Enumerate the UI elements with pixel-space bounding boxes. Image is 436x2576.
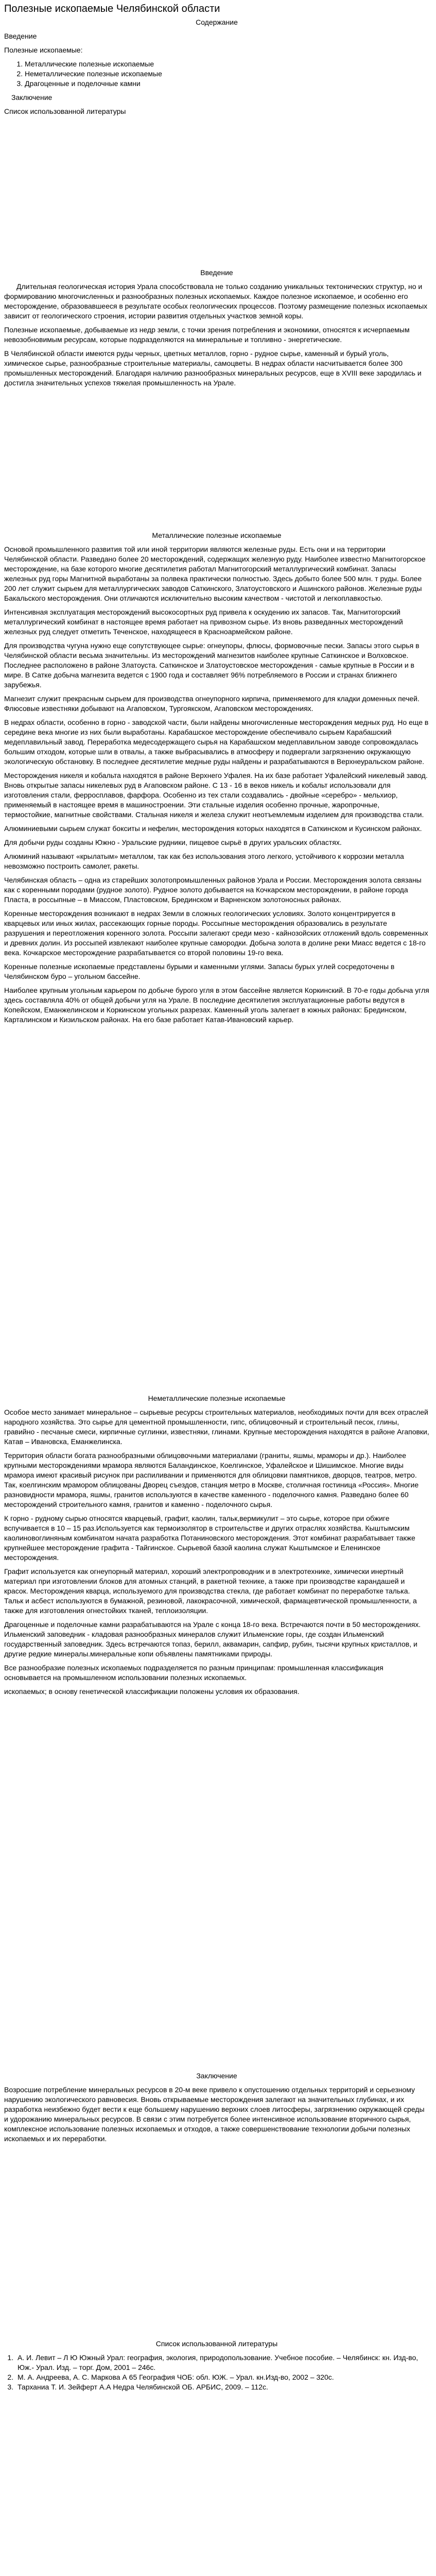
metallic-paragraph: Челябинская область – одна из старейших золотопромышленных районов Урала и России. Месторождения золота связаны как с коренными породами (рудное золото). Рудное золото добывается на Кочкарском месторождении, в районе города Пласта, в россыпные – в Миассом, Пластовском, Брединском и Варненском золотоносных районах. [4, 876, 422, 904]
nonmetallic-paragraph: Особое место занимает минеральное – сырьевые ресурсы строительных материалов, необходимых почти для всех отраслей народного хозяйства. Это сырье для цементной промышленности, гипс, облицовочный и строительный песок, глины, гравийно - песчаные смеси, кирпичные суглинки, известняки, глинами. Крупные месторождения находятся в районе Агаповки, Катав – Ивановска, Еманжелинска. [4, 1408, 429, 1446]
nonmetallic-paragraph: Все разнообразие полезных ископаемых подразделяется по разным принципам: промышленная классификация основывается на промышленном использовании полезных ископаемых. [4, 1664, 383, 1682]
nonmetallic-paragraph: Драгоценные и поделочные камни разрабатываются на Урале с конца 18-го века. Встречаются почти в 50 месторождениях. Ильменский заповедник - кладовая разнообразных минералов служит Ильменские горы, где создан Ильменский государственный заповедник. Здесь встречаются топаз, берилл, аквамарин, сапфир, рубин, тысячи крупных кристаллов, и другие редкие минералы.минеральные копи объявлены памятниками природы. [4, 1620, 421, 1658]
metallic-paragraph: Коренные полезные ископаемые представлены бурыми и каменными углями. Запасы бурых углей сосредоточены в Челябинском буро – угольном бассейне. [4, 962, 395, 980]
toc-intro: Введение [4, 32, 37, 40]
nonmetallic-heading: Неметаллические полезные ископаемые [148, 1394, 286, 1402]
metallic-paragraph: Для добычи руды созданы Южно - Уральские рудники, пищевое сырьё в других уральских областях. [4, 838, 342, 846]
toc-item: 2. Неметаллические полезные ископаемые [25, 69, 429, 79]
toc-heading: Содержание [196, 18, 238, 26]
nonmetallic-paragraph: Графит используется как огнеупорный материал, хороший электропроводник и в электротехнике, химически инертный материал при изготовлении блоков для атомных станций, в ракетной технике, а также при производстве карандашей и красок. Месторождения кварца, используемого для производства стекла, где работает комбинат по переработке талька. Тальк и асбест используются в бумажной, резиновой, лакокрасочной, химической, фармацевтической промышленности, а также для изготовления огнестойких тканей, теплоизоляции. [4, 1567, 417, 1615]
document-title: Полезные ископаемые Челябинской области [4, 3, 220, 14]
metallic-paragraph: Для производства чугуна нужно еще сопутствующее сырье: огнеупоры, флюсы, формовочные пески. Запасы этого сырья в Челябинской области весьма значительны. Из месторождений магнезитов наиболее крупные Саткинское и Волховское. Последнее расположено в районе Златоуста. Саткинское и Златоустовское месторождения - самые крупные в России и в мире. В Сатке добыча магнезита ведется с 1900 года и составляет 96% потребляемого в России и странах ближнего зарубежья. [4, 641, 420, 689]
metallic-section [4, 531, 429, 1025]
intro-paragraph: В Челябинской области имеются руды черных, цветных металлов, горно - рудное сырье, каменный и бурый уголь, химическое сырье, разнообразные строительные материалы, самоцветы. В недрах области насчитывается более 300 промышленных месторождений. Благодаря наличию разнообразных минеральных ресурсов, еще в XVIII веке зародилась и достигла значительных успехов тяжелая промышленность на Урале. [4, 349, 422, 387]
toc-bibliography: Список использованной литературы [4, 107, 126, 115]
bibliography-heading: Список использованной литературы [155, 2340, 278, 2348]
intro-heading: Введение [200, 268, 233, 277]
metallic-paragraph: Наиболее крупным угольным карьером по добыче бурого угля в этом бассейне является Коркинский. В 70-е годы добыча угля здесь составляла 40% от общей добычи угля на Урале. В последние десятилетия эксплуатационные работы ведутся в Копейском, Еманжелинском и Коркинском угольных разрезах. Каменный уголь залегает в южных районах: Брединском, Карталинском и Кизильском районах. На его базе работает Катав-Ивановский карьер. [4, 986, 429, 1024]
metallic-paragraph: Интенсивная эксплуатация месторождений высокосортных руд привела к оскудению их запасов. Так, Магнитогорский металлургический комбинат в настоящее время работает на привозном сырье. Из вновь разведанных месторождений железных руд следует отметить Теченское, находящееся в Красноармейском районе. [4, 608, 403, 636]
bibliography-section [4, 2339, 429, 2392]
nonmetallic-paragraph: Территория области богата разнообразными облицовочными материалами (граниты, яшмы, мраморы и др.). Наиболее крупными месторождениями мрамора являются Баландинское, Коелгинское, Уфалейское и Шишимское. Многие виды мрамора имеют красивый рисунок при распиливании и применяются для облицовки памятников, дворцов, театров, метро. Так, коелгинским мрамором облицованы Дворец съездов, станция метро в Москве, столичная гостиница «Россия». Многие разновидности мрамора, яшмы, гранитов используются в качестве каменного - поделочного камня. Разведано более 60 месторождений строительного камня, гранитов и каменно - поделочного сырья. [4, 1451, 419, 1509]
intro-paragraph: Длительная геологическая история Урала способствовала не только созданию уникальных тектонических структур, но и формированию многочисленных и разнообразных полезных ископаемых. Каждое полезное ископаемое, и особенно его месторождение, образовавшееся в результате особых геологических процессов. Поэтому размещение полезных ископаемых зависит от геологического строения, истории развития отдельных участков земной коры. [4, 282, 428, 320]
bibliography-item: 2. М. А. Андреева, А. С. Маркова А 65 География ЧОБ: обл. ЮЖ. – Урал. кн.Изд-во, 2002 – 320с. [15, 2372, 429, 2382]
bibliography-list [4, 2353, 429, 2392]
bibliography-item: 3. Тарханиа Т. И. Зейферт А.А Недра Челябинской ОБ. АРБИС, 2009. – 112с. [15, 2382, 429, 2392]
metallic-paragraph: В недрах области, особенно в горно - заводской части, были найдены многочисленные месторождения медных руд. Но еще в середине века многие из них были выработаны. Карабашское месторождение обеспечивало сырьем Карабашский медеплавильный завод. Переработка медесодержащего сырья на Карабашском медеплавильном заводе сопровождалась большим отходом, которые шли в отвалы, а также выбрасывались в атмосферу и подвергали загрязнению окружающую экологическую обстановку. В последнее десятилетие медные руды найдены и разрабатываются в Верхнеуральском районе. [4, 718, 429, 766]
intro-paragraph: Полезные ископаемые, добываемые из недр земли, с точки зрения потребления и экономики, относятся к исчерпаемым невозобновимым ресурсам, которые подразделяются на минеральные и топливно - энергетические. [4, 326, 410, 344]
metallic-heading: Металлические полезные ископаемые [152, 531, 282, 539]
nonmetallic-section [4, 1394, 429, 1697]
metallic-paragraph: Коренные месторождения возникают в недрах Земли в сложных геологических условиях. Золото концентрируется в кварцевых или иных жилах, рассекающих горные породы. Россыпные месторождения образовались в результате разрушения и переотложения коренного золота. Россыпи залегают среди мезо - кайнозойских отложений вдоль современных и древних долин. Из россыпей извлекают наиболее крупные самородки. Добыча золота в долине реки Миасс ведется с 18-го века. Кочкарское месторождение разрабатывается со второй половины 19-го века. [4, 909, 428, 957]
toc-conclusion: Заключение [11, 93, 53, 101]
conclusion-paragraph: Возросшие потребление минеральных ресурсов в 20-м веке привело к опустошению отдельных территорий и серьезному нарушению экологического равновесия. Вновь открываемые месторождения залегают на значительных глубинах, и их разработка неизбежно будет вести к еще большему нарушению верхних слоев литосферы, загрязнению окружающей среды и удорожанию минеральных ресурсов. В связи с этим потребуется более интенсивное использование вторичного сырья, комплексное использование полезных ископаемых и отходов, а также совершенствование технологии добычи полезных ископаемых и их переработки. [4, 2086, 425, 2143]
metallic-paragraph: Магнезит служит прекрасным сырьем для производства огнеупорного кирпича, применяемого для кладки доменных печей. Флюсовые известняки добывают на Агаповском, Тургоякском, Агаповском месторождениях. [4, 694, 420, 713]
conclusion-heading: Заключение [196, 2072, 237, 2080]
metallic-paragraph: Алюминий называют «крылатым» металлом, так как без использования этого легкого, устойчивого к коррозии металла невозможно построить самолет, ракеты. [4, 852, 404, 870]
toc-item: 1. Металлические полезные ископаемые [25, 59, 429, 69]
intro-section [4, 268, 429, 388]
metallic-paragraph: Месторождения никеля и кобальта находятся в районе Верхнего Уфалея. На их базе работает Уфалейский никелевый завод. Вновь открытые запасы никелевых руд в Агаповском районе. С 13 - 16 в веков никель и кобальт использовали для изготовления стали, ферросплавов, фарфора. Особенно из тех стали создавались - двойные «серебро» - мельхиор, применяемый в настоящее время в машиностроении. Эти стальные изделия особенно прочные, жаропрочные, термостойкие, магнитные свойствами. Стальная никеля и железа служит неотъемлемым изделием для производства стали. [4, 771, 428, 819]
conclusion-section [4, 2071, 429, 2144]
metallic-paragraph: Алюминиевыми сырьем служат бокситы и нефелин, месторождения которых находятся в Саткинском и Кусинском районах. [4, 824, 422, 833]
table-of-contents [4, 18, 429, 116]
toc-part-label: Полезные ископаемые: [4, 46, 83, 54]
bibliography-item: 1. А. И. Левит – Л Ю Южный Урал: география, экология, природопользование. Учебное пособие. – Челябинск: кн. Изд-во, Юж.- Урал. Изд. – торг. Дом, 2001 – 246с. [15, 2353, 429, 2372]
nonmetallic-paragraph: К горно - рудному сырью относятся кварцевый, графит, каолин, тальк,вермикулит – это сырье, которое при обжиге вспучивается в 10 – 15 раз.Используется как термоизолятор в строительстве и других отраслях хозяйства. Кыштымским каолиновоглиняным комбинатом начата разработка Потаниновского месторождения. Этот комбинат разрабатывает также крупнейшее месторождение графита - Тайгинское. Сырьевой базой каолина служат Кыштымское и Еленинское месторождения. [4, 1514, 415, 1562]
metallic-paragraph: Основой промышленного развития той или иной территории являются железные руды. Есть они и на территории Челябинской области. Разведано более 20 месторождений, содержащих железную руду. Наиболее известно Магнитогорское месторождение, на базе которого многие десятилетия работал Магнитогорский металлургический комбинат. Запасы железных руд горы Магнитной выработаны за полвека практически полностью. Здесь добыто более 500 млн. т руды. Более 200 лет служит сырьем для металлургических заводов Саткинского, Златоустовского и Ашинского районов. Железные руды Бакальского месторождения. Они отличаются исключительно высоким качеством - чистотой и легкоплавкостью. [4, 545, 426, 602]
nonmetallic-paragraph: ископаемых; в основу генетической классификации положены условия их образования. [4, 1687, 300, 1696]
toc-item: 3. Драгоценные и поделочные камни [25, 79, 429, 89]
toc-list [4, 59, 429, 89]
